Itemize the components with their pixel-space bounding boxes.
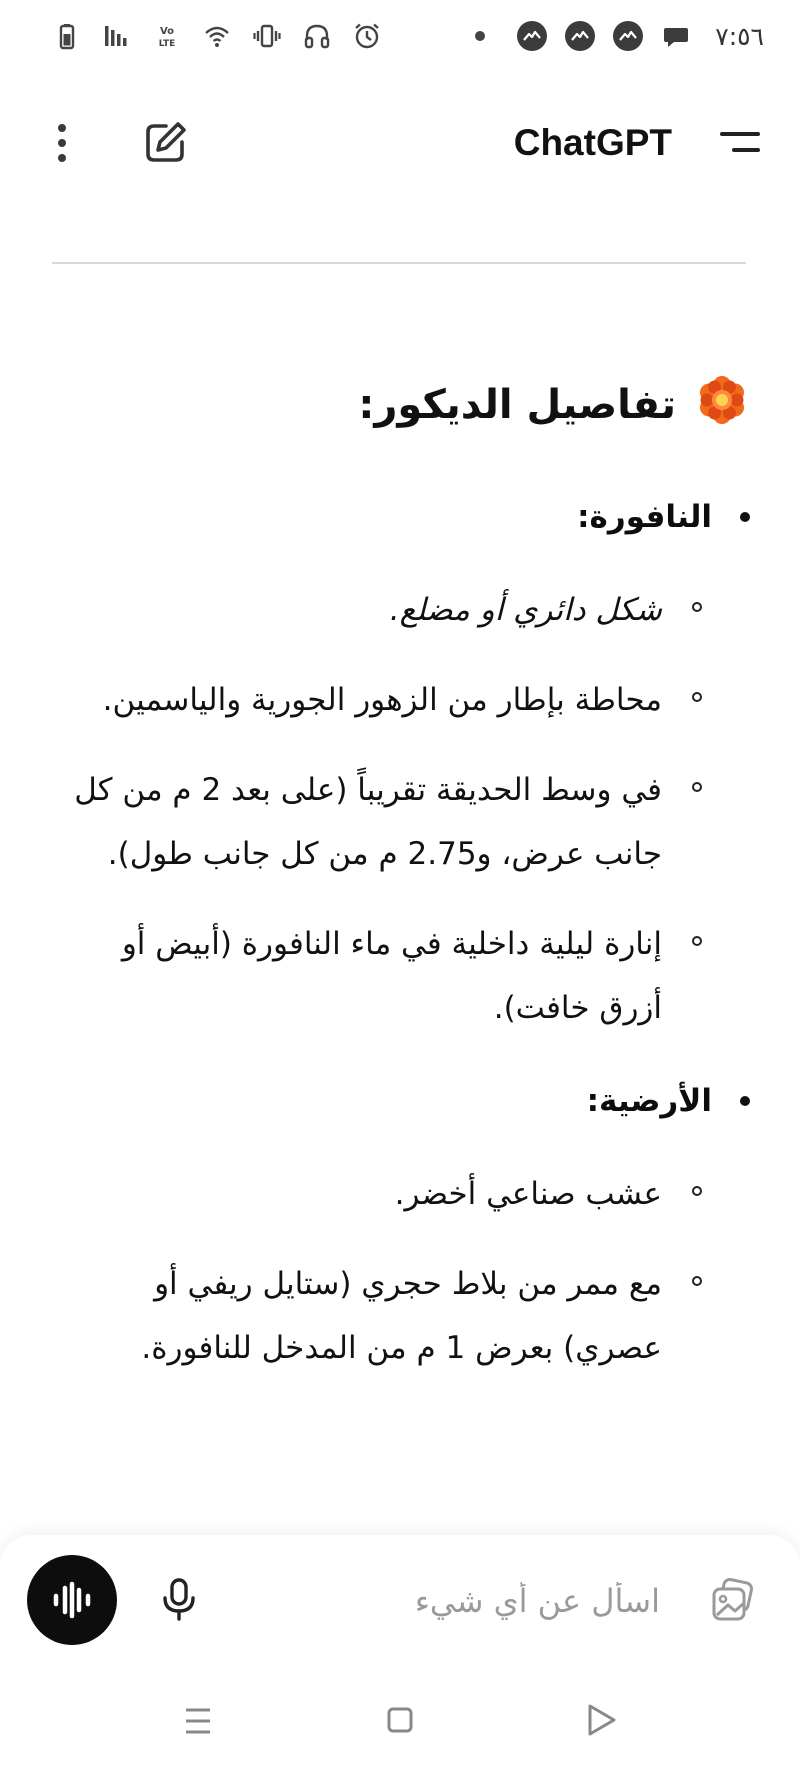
status-right [475, 14, 764, 58]
heading-text: تفاصيل الديكور: [358, 382, 676, 428]
status-bar [0, 0, 800, 72]
svg-text:LTE: LTE [158, 39, 176, 49]
system-nav-bar [0, 1688, 800, 1758]
status-left [52, 14, 382, 58]
messenger-icon [613, 21, 643, 51]
wifi-icon [202, 21, 232, 51]
section-title: النافورة: [50, 496, 750, 538]
divider [52, 262, 746, 264]
app-header [0, 100, 800, 184]
section-title: الأرضية: [50, 1080, 750, 1122]
microphone-icon[interactable] [154, 1575, 204, 1625]
messenger-icon [565, 21, 595, 51]
list-item: عشب صناعي أخضر. [50, 1162, 702, 1226]
status-time: ٧:٥٦ [715, 21, 764, 51]
headset-icon [302, 21, 332, 51]
voice-mode-icon[interactable] [27, 1555, 117, 1645]
section-fountain [50, 496, 750, 1040]
chat-bubble-icon [661, 21, 691, 51]
more-vertical-icon[interactable] [42, 118, 82, 168]
list-item: محاطة بإطار من الزهور الجورية والياسمين. [50, 668, 702, 732]
home-icon[interactable] [380, 1700, 420, 1740]
signal-bars-icon [102, 21, 132, 51]
sidebar-menu-icon[interactable] [710, 122, 760, 164]
section-heading [50, 370, 750, 440]
list-item: شكل دائري أو مضلع. [50, 578, 702, 642]
battery-icon [52, 21, 82, 51]
list-item: مع ممر من بلاط حجري (ستايل ريفي أو عصري) بعرض 1 م من المدخل للنافورة. [50, 1252, 702, 1380]
back-icon[interactable] [580, 1698, 624, 1742]
notification-dot [475, 31, 485, 41]
recents-icon[interactable] [176, 1704, 220, 1740]
vibrate-icon [252, 21, 282, 51]
app-title[interactable]: ChatGPT [513, 122, 672, 163]
alarm-icon [352, 21, 382, 51]
list-item: إنارة ليلية داخلية في ماء النافورة (أبيض أو أزرق خافت). [50, 912, 702, 1040]
attach-image-icon[interactable] [706, 1573, 760, 1627]
volte-icon [152, 21, 182, 51]
list-item: في وسط الحديقة تقريباً (على بعد 2 م من كل جانب عرض، و2.75 م من كل جانب طول). [50, 758, 702, 886]
messenger-icon [517, 21, 547, 51]
new-chat-edit-icon[interactable] [140, 118, 190, 168]
section-floor [50, 1080, 750, 1380]
svg-text:Vo: Vo [159, 26, 175, 37]
message-content [50, 370, 750, 1406]
prompt-input[interactable] [228, 1570, 662, 1632]
flower-emoji-icon [694, 372, 750, 438]
